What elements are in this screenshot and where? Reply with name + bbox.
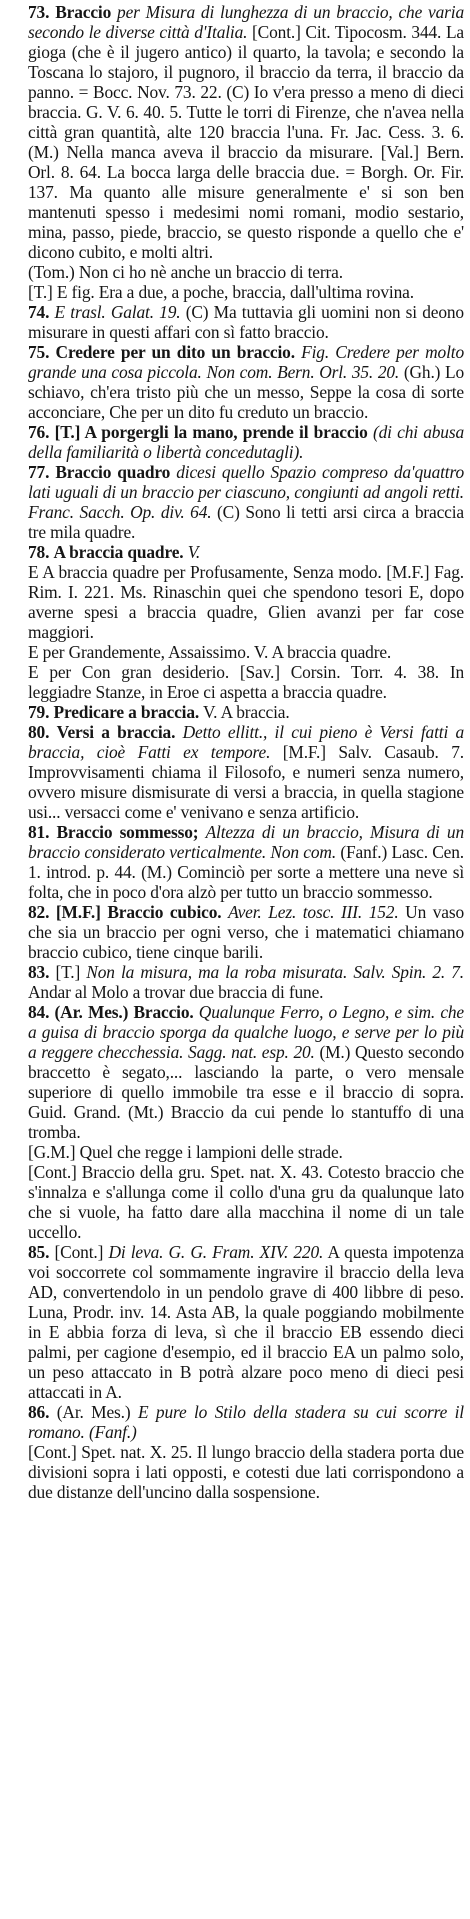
entry-78-sub-3: E per Con gran desiderio. [Sav.] Corsin. Torr. 4. 38. In leggiadre Stanze, in Eroe ci aspetta a braccia quadre. bbox=[28, 662, 464, 702]
entry-number: 84. bbox=[28, 1002, 50, 1022]
entry-number: 80. bbox=[28, 722, 50, 742]
entry-definition: Aver. Lez. tosc. III. 152. bbox=[228, 902, 399, 922]
entry-number: 73. bbox=[28, 2, 50, 22]
entry-definition: Di leva. G. G. Fram. XIV. 220. bbox=[108, 1242, 324, 1262]
entry-number: 81. bbox=[28, 822, 50, 842]
entry-84-sub-1: [G.M.] Quel che regge i lampioni delle strade. bbox=[28, 1142, 343, 1162]
entry-83 bbox=[6, 962, 464, 1002]
entry-number: 83. bbox=[28, 962, 50, 982]
entry-headword: Predicare a braccia. bbox=[53, 702, 200, 722]
entry-86 bbox=[6, 1402, 464, 1442]
entry-definition: per Misura di lunghezza di un braccio, che varia secondo le diverse città d'Italia. bbox=[28, 2, 464, 42]
entry-definition: Non la misura, ma la roba misurata. Salv. Spin. 2. 7. bbox=[86, 962, 464, 982]
entry-number: 74. bbox=[28, 302, 50, 322]
entry-number: 86. bbox=[28, 1402, 50, 1422]
entry-headword: [T.] A porgergli la mano, prende il braccio bbox=[54, 422, 368, 442]
entry-text: [Cont.] Cit. Tipocosm. 344. La gioga (che è il jugero antico) il quarto, la tavola; e secondo la Toscana lo stajoro, il pugnoro, il braccio da terra, il braccio da panno. = Bocc. Nov. 73. 22. (C) Io v'era presso a meno di dieci braccia. G. V. 6. 40. 5. Tutte le torri di Firenze, che n'avea nella città gran quantità, alte 120 braccia l'una. Fr. Jac. Cess. 3. 6. (M.) Nella manca aveva il braccio da misurare. [Val.] Bern. Orl. 8. 64. La bocca larga delle braccia due. = Borgh. Or. Fir. 137. Ma quanto alle misure generalmente e' si son ben mantenuti spesso i medesimi nomi romani, modio sestario, mina, passo, piede, braccio, se questo risponde a quello che e' dicono cubito, e molti altri. bbox=[28, 22, 464, 262]
entry-definition: Detto ellitt., il cui pieno è Versi fatti a braccia, cioè Fatti ex tempore. bbox=[28, 722, 465, 762]
entry-headword: (Ar. Mes.) Braccio. bbox=[54, 1002, 194, 1022]
entry-text: A questa impotenza voi soccorrete col sommamente ingravire il braccio della leva AD, convertendolo in un pendolo grave di 400 libbre di peso. Luna, Prodr. inv. 14. Asta AB, la quale poggiando mobilmente in E abbia forza di leva, sì che il braccio EB essendo dieci palmi, per cagione d'esempio, ed il braccio EA un palmo solo, un peso attaccato in B potrà alzare poco meno di dieci pesi attaccati in A. bbox=[28, 1242, 464, 1402]
entry-77 bbox=[6, 462, 464, 542]
entry-78 bbox=[6, 542, 464, 562]
entry-text: Andar al Molo a trovar due braccia di fune. bbox=[28, 982, 324, 1002]
entry-73-sub-2: [T.] E fig. Era a due, a poche, braccia, dall'ultima rovina. bbox=[28, 282, 414, 302]
entry-78-sub-1: E A braccia quadre per Profusamente, Senza modo. [M.F.] Fag. Rim. I. 221. Ms. Rinaschin quei che spendono tesori E, dopo averne spesi a braccia quadre, Glien avanzi per far cose maggiori. bbox=[28, 562, 464, 642]
entry-text: (C) Sono li tetti arsi circa a braccia tre mila quadre. bbox=[28, 502, 464, 542]
entry-text: (Fanf.) Lasc. Cen. 1. introd. p. 44. (M.) Cominciò per sorte a mettere una neve sì folta, che in poco d'ora alzò per tutto un braccio sommesso. bbox=[28, 842, 464, 902]
entry-81 bbox=[6, 822, 464, 902]
entry-84 bbox=[6, 1002, 464, 1142]
entry-definition: Altezza di un braccio, Misura di un braccio considerato verticalmente. Non com. bbox=[28, 822, 464, 862]
entry-text: [M.F.] Salv. Casaub. 7. Improvvisamenti chiama il Filosofo, e numeri senza numero, ovvero misure dismisurate di versi a braccia, in quella stagione usi... versacci come e' venivano e senza artificio. bbox=[28, 742, 464, 822]
entry-number: 79. bbox=[28, 702, 50, 722]
entry-headword: A braccia quadre. bbox=[53, 542, 184, 562]
entry-84-sub-2: [Cont.] Braccio della gru. Spet. nat. X. 43. Cotesto braccio che s'innalza e s'allunga come il collo d'una gru da qualunque lato che si vuole, ha fatto dare alla macchina il nome di un tale uccello. bbox=[28, 1162, 464, 1242]
entry-definition: E trasl. Galat. 19. bbox=[54, 302, 181, 322]
entry-80 bbox=[6, 722, 464, 822]
entry-79 bbox=[6, 702, 464, 722]
entry-73 bbox=[6, 2, 464, 262]
entry-text: Un vaso che sia un braccio per ogni verso, che i matematici chiamano braccio cubico, tiene cinque barili. bbox=[28, 902, 464, 962]
entry-number: 82. bbox=[28, 902, 50, 922]
entry-headword: Credere per un dito un braccio. bbox=[55, 342, 295, 362]
entry-headword: Braccio quadro bbox=[55, 462, 171, 482]
entry-text: (Gh.) Lo schiavo, ch'era tristo più che un messo, Seppe la cosa di sorte acconciare, Che per un dito fu creduto un braccio. bbox=[28, 362, 465, 422]
entry-headword: Braccio bbox=[55, 2, 112, 22]
entry-85 bbox=[6, 1242, 464, 1402]
entry-definition: V. bbox=[187, 542, 201, 562]
entry-definition: Qualunque Ferro, o Legno, e sim. che a guisa di braccio sporga da qualche luogo, e serve per lo più a reggere checchessia. Sagg. nat. esp. 20. bbox=[28, 1002, 465, 1062]
entry-headword: [Cont.] bbox=[54, 1242, 104, 1262]
entry-text: (M.) Questo secondo braccetto è segato,... lasciando la parte, o vero mensale superiore di quello immobile tra esse e il braccio di sopra. Guid. Grand. (Mt.) Braccio da cui pende lo stantuffo di una tromba. bbox=[28, 1042, 464, 1142]
entry-number: 77. bbox=[28, 462, 50, 482]
entry-number: 75. bbox=[28, 342, 50, 362]
entry-78-sub-2: E per Grandemente, Assaissimo. V. A braccia quadre. bbox=[28, 642, 392, 662]
entry-headword: Versi a braccia. bbox=[56, 722, 176, 742]
entry-headword: (Ar. Mes.) bbox=[56, 1402, 131, 1422]
entry-headword: [M.F.] Braccio cubico. bbox=[55, 902, 222, 922]
entry-text: (C) Ma tuttavia gli uomini non si deono misurare in questi affari con sì fatto braccio. bbox=[28, 302, 464, 342]
entry-74 bbox=[6, 302, 464, 342]
entry-86-sub-1: [Cont.] Spet. nat. X. 25. Il lungo braccio della stadera porta due divisioni sopra i lati opposti, e cotesti due lati corrispondono a due distanze dell'uncino dalla sospensione. bbox=[28, 1442, 464, 1502]
entry-headword: Braccio sommesso; bbox=[56, 822, 199, 842]
entry-82 bbox=[6, 902, 464, 962]
entry-number: 76. bbox=[28, 422, 50, 442]
entry-76 bbox=[6, 422, 464, 462]
entry-73-sub-1: (Tom.) Non ci ho nè anche un braccio di terra. bbox=[28, 262, 343, 282]
entry-number: 85. bbox=[28, 1242, 50, 1262]
entry-75 bbox=[6, 342, 464, 422]
entry-definition: Fig. Credere per molto grande una cosa piccola. Non com. Bern. Orl. 35. 20. bbox=[28, 342, 465, 382]
entry-headword: [T.] bbox=[55, 962, 81, 982]
entry-definition: V. A braccia. bbox=[202, 702, 290, 722]
entry-definition: dicesi quello Spazio compreso da'quattro lati uguali di un braccio per ciascuno, congiunti ad angoli retti. Franc. Sacch. Op. div. 64. bbox=[28, 462, 464, 522]
entry-definition: (di chi abusa della familiarità o libertà concedutagli). bbox=[28, 422, 465, 462]
entry-number: 78. bbox=[28, 542, 50, 562]
entry-definition: E pure lo Stilo della stadera su cui scorre il romano. (Fanf.) bbox=[28, 1402, 464, 1442]
